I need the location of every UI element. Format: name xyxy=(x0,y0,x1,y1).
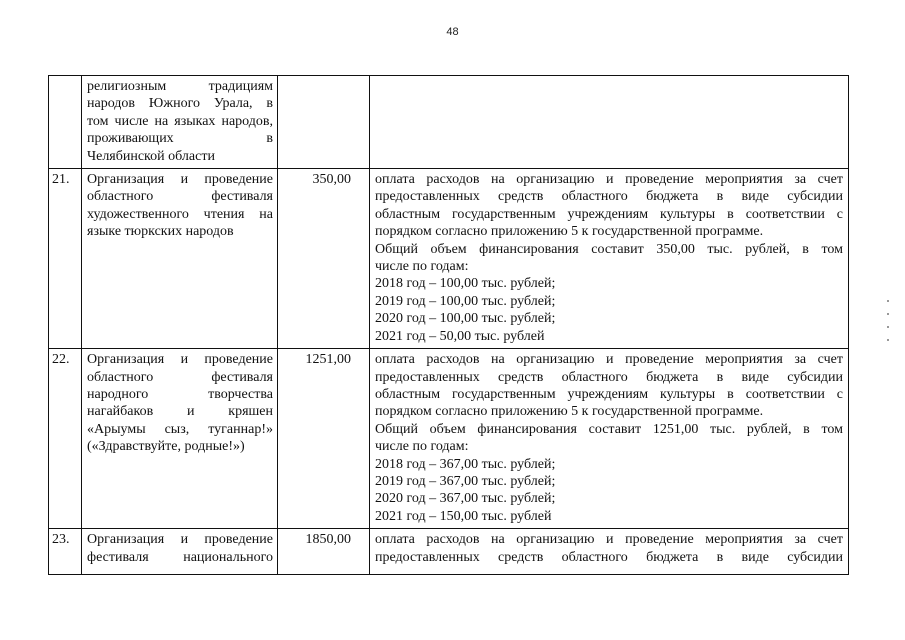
event-name-line: Организация и проведение xyxy=(87,352,273,368)
row-number-cell: 22. xyxy=(49,349,82,529)
description-line: 2021 год – 150,00 тыс. рублей xyxy=(375,508,552,524)
event-name-line: том числе на языках народов, xyxy=(87,113,273,129)
row-number-cell xyxy=(49,76,82,169)
description-line: числе по годам: xyxy=(375,259,469,275)
description-line: областным государственным учреждениям культуры в соответствии с xyxy=(375,206,843,222)
description-line: 2020 год – 367,00 тыс. рублей; xyxy=(375,491,556,507)
description-cell xyxy=(370,529,849,575)
description-line: порядком согласно приложению 5 к государственной программе. xyxy=(375,404,764,420)
description-cell xyxy=(370,349,849,529)
description-line: 2021 год – 50,00 тыс. рублей xyxy=(375,328,545,344)
event-name-line: художественного чтения на xyxy=(87,206,273,222)
event-name-line: языке тюркских народов xyxy=(87,224,234,240)
event-name-line: «Арыумы сыз, туганнар!» xyxy=(87,421,273,437)
event-name-cell xyxy=(82,76,278,169)
amount-cell: 1251,00 xyxy=(278,349,370,529)
description-line: Общий объем финансирования составит 350,00 тыс. рублей, в том xyxy=(375,241,843,257)
table-row xyxy=(49,349,849,529)
program-events-table xyxy=(48,75,849,575)
event-name-line: Организация и проведение xyxy=(87,172,273,188)
table-row xyxy=(49,529,849,575)
description-line: 2019 год – 100,00 тыс. рублей; xyxy=(375,293,556,309)
description-line: оплата расходов на организацию и проведение мероприятия за счет xyxy=(375,532,843,548)
description-line: оплата расходов на организацию и проведение мероприятия за счет xyxy=(375,172,843,188)
event-name-line: проживающих в xyxy=(87,131,273,147)
event-name-line: Челябинской области xyxy=(87,148,215,164)
event-name-line: областного фестиваля xyxy=(87,369,273,385)
page-number: 48 xyxy=(446,26,459,38)
description-cell xyxy=(370,169,849,349)
table-row xyxy=(49,169,849,349)
event-name-line: нагайбаков и кряшен xyxy=(87,404,273,420)
event-name-line: народов Южного Урала, в xyxy=(87,96,273,112)
event-name-line: религиозным традициям xyxy=(87,79,273,94)
event-name-line: областного фестиваля xyxy=(87,189,273,205)
table-body xyxy=(49,76,849,575)
event-name-line: народного творчества xyxy=(87,386,273,402)
description-line: порядком согласно приложению 5 к государственной программе. xyxy=(375,224,764,240)
event-name-cell xyxy=(82,349,278,529)
table-row xyxy=(49,76,849,169)
description-line: 2018 год – 367,00 тыс. рублей; xyxy=(375,456,556,472)
event-name-cell xyxy=(82,529,278,575)
description-line: оплата расходов на организацию и проведение мероприятия за счет xyxy=(375,352,843,368)
event-name-line: фестиваля национального xyxy=(87,549,273,565)
description-line: Общий объем финансирования составит 1251,00 тыс. рублей, в том xyxy=(375,421,843,437)
scan-margin-marks xyxy=(887,300,891,360)
description-line: предоставленных средств областного бюджета в виде субсидии xyxy=(375,189,843,205)
amount-cell xyxy=(278,76,370,169)
description-line: предоставленных средств областного бюджета в виде субсидии xyxy=(375,549,843,565)
event-name-line: Организация и проведение xyxy=(87,532,273,548)
description-cell xyxy=(370,76,849,169)
description-line: числе по годам: xyxy=(375,439,469,455)
description-line: предоставленных средств областного бюджета в виде субсидии xyxy=(375,369,843,385)
event-name-line: («Здравствуйте, родные!») xyxy=(87,439,245,455)
amount-cell: 1850,00 xyxy=(278,529,370,575)
description-line: 2019 год – 367,00 тыс. рублей; xyxy=(375,473,556,489)
description-line: 2018 год – 100,00 тыс. рублей; xyxy=(375,276,556,292)
row-number-cell: 23. xyxy=(49,529,82,575)
description-line: 2020 год – 100,00 тыс. рублей; xyxy=(375,311,556,327)
amount-cell: 350,00 xyxy=(278,169,370,349)
description-line: областным государственным учреждениям культуры в соответствии с xyxy=(375,386,843,402)
row-number-cell: 21. xyxy=(49,169,82,349)
event-name-cell xyxy=(82,169,278,349)
